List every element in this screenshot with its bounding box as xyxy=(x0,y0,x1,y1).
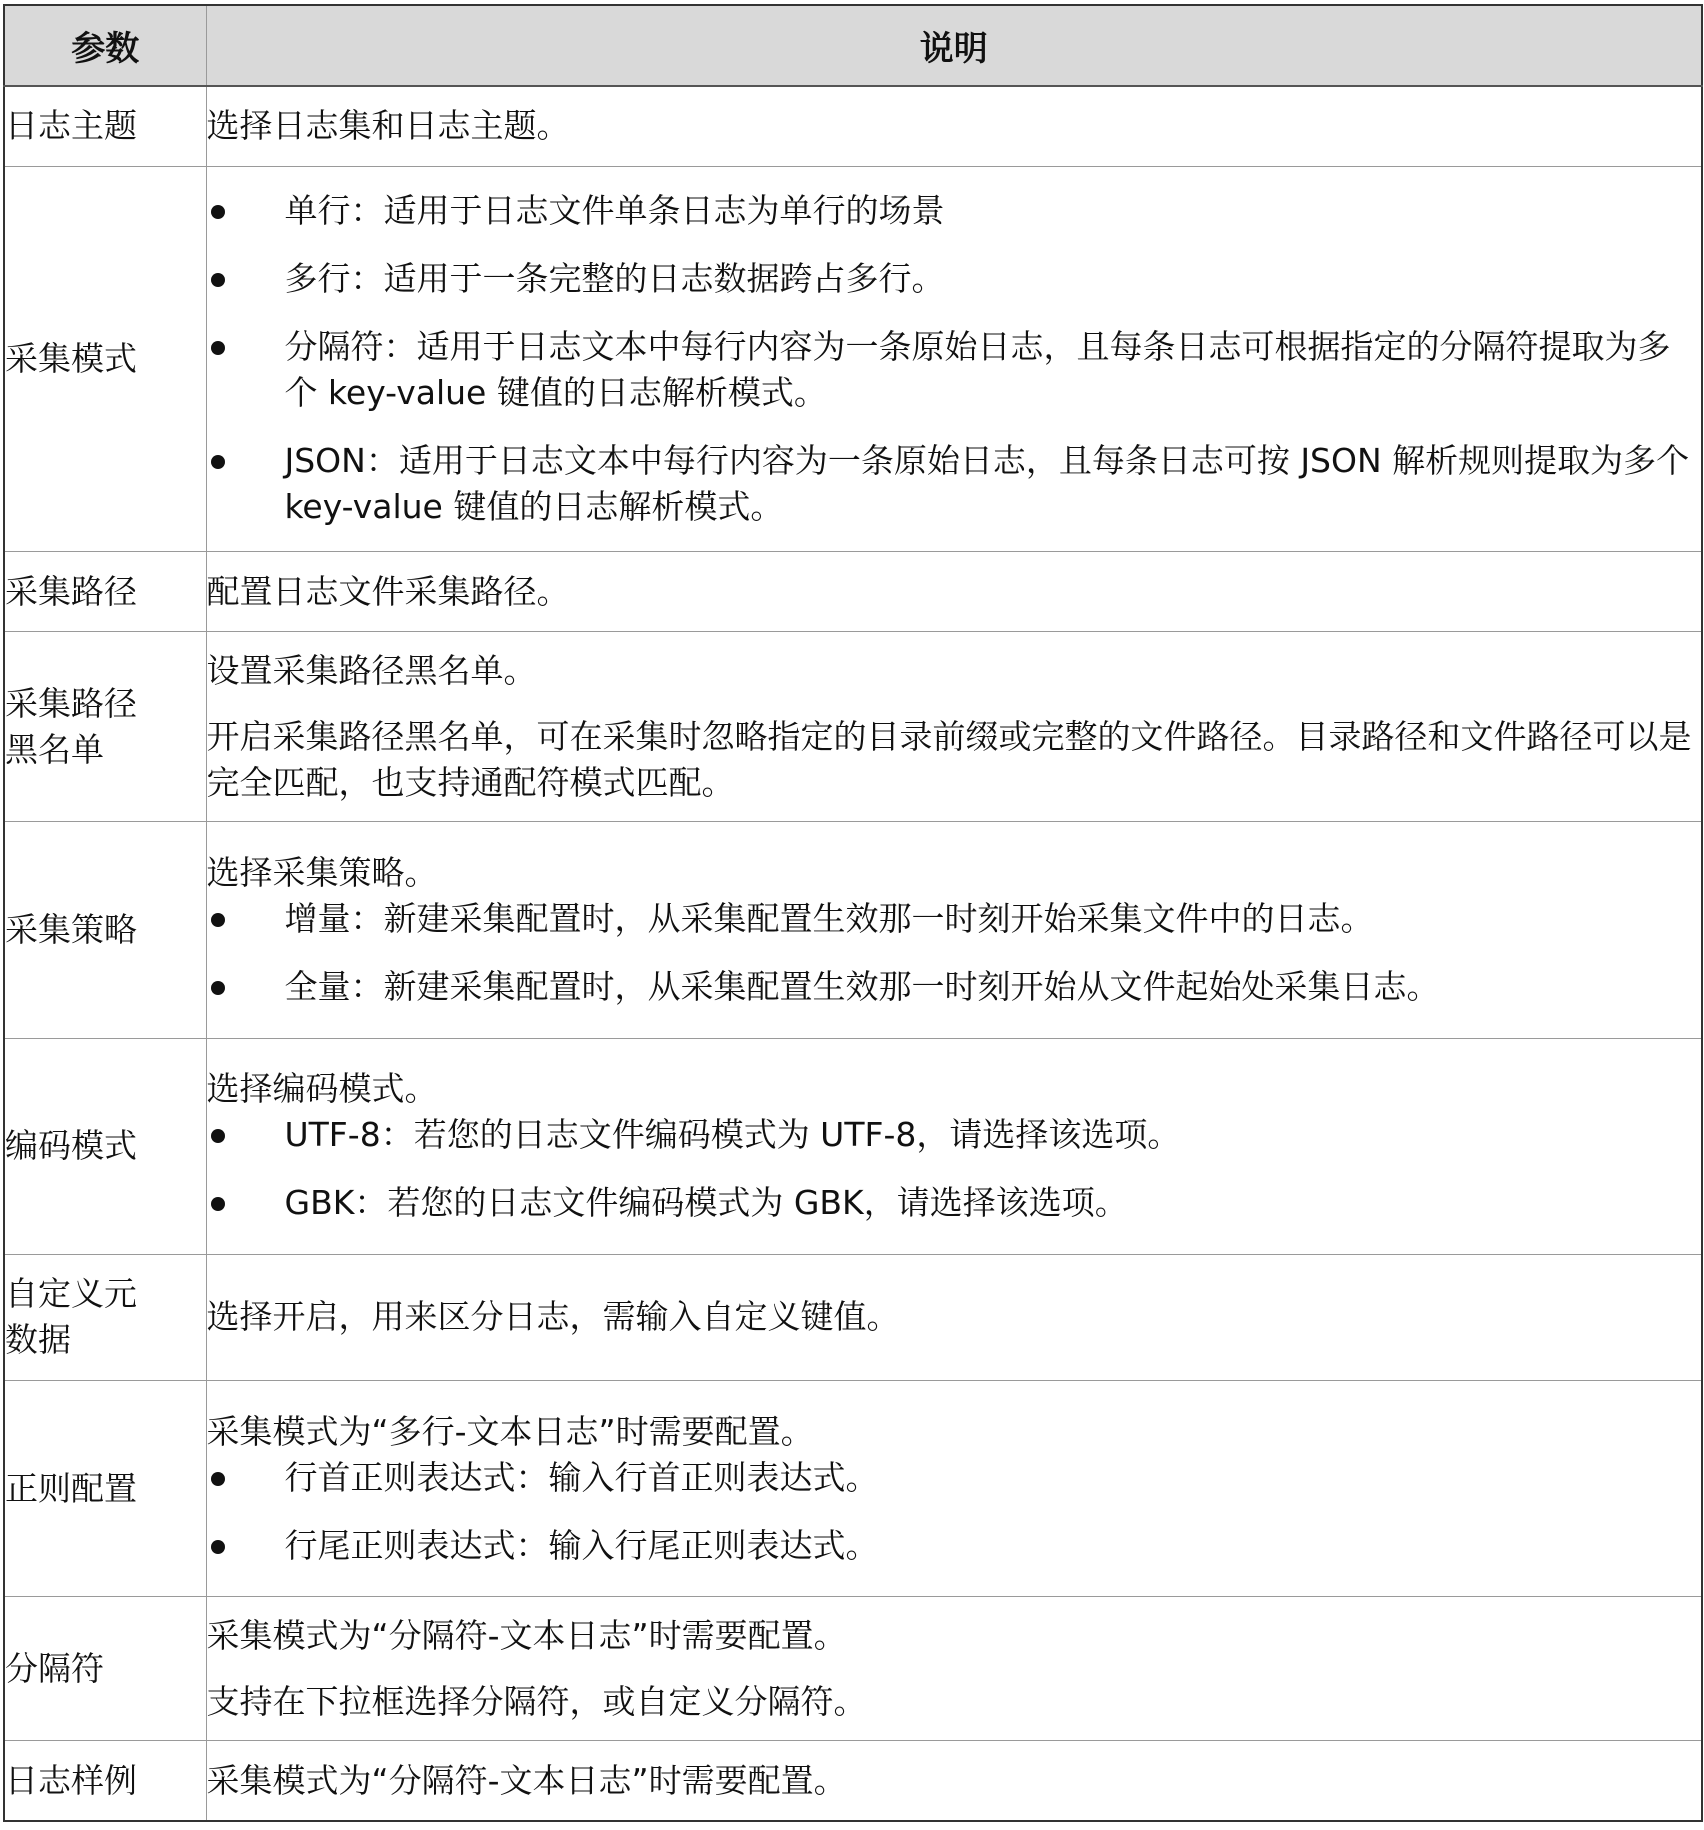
table-row xyxy=(4,166,1702,551)
param-desc-cell xyxy=(206,86,1702,166)
param-name-cell xyxy=(4,86,206,166)
table-row xyxy=(4,1741,1702,1821)
param-desc-cell xyxy=(206,822,1702,1038)
bullet-item: 行首正则表达式：输入行首正则表达式。 xyxy=(207,1455,1702,1501)
table-row xyxy=(4,1597,1702,1741)
param-name-cell xyxy=(4,1254,206,1380)
table-body xyxy=(4,86,1702,1821)
column-header-param: 参数 xyxy=(4,5,206,86)
desc-paragraph: 支持在下拉框选择分隔符，或自定义分隔符。 xyxy=(206,1681,867,1721)
desc-paragraph: 选择开启，用来区分日志，需输入自定义键值。 xyxy=(206,1297,900,1337)
bullet-item: GBK：若您的日志文件编码模式为 GBK，请选择该选项。 xyxy=(207,1180,1702,1226)
bullet-item: 行尾正则表达式：输入行尾正则表达式。 xyxy=(207,1523,1702,1569)
table-row xyxy=(4,1254,1702,1380)
desc-paragraph: 采集模式为“分隔符-文本日志”时需要配置。 xyxy=(206,1615,847,1655)
param-desc-cell xyxy=(206,1597,1702,1741)
table-row xyxy=(4,1038,1702,1254)
table-row xyxy=(4,86,1702,166)
column-header-desc: 说明 xyxy=(206,5,1702,86)
table-row xyxy=(4,552,1702,632)
param-name-cell xyxy=(4,166,206,551)
param-name-cell xyxy=(4,1741,206,1821)
param-name-cell xyxy=(4,552,206,632)
bullet-item: UTF-8：若您的日志文件编码模式为 UTF-8，请选择该选项。 xyxy=(207,1112,1702,1158)
bullet-item: 单行：适用于日志文件单条日志为单行的场景 xyxy=(207,188,1702,234)
param-desc-cell xyxy=(206,632,1702,822)
table-header-row xyxy=(4,5,1702,86)
param-name: 编码模式 xyxy=(5,1126,137,1166)
param-name-cell xyxy=(4,1597,206,1741)
param-desc-cell xyxy=(206,166,1702,551)
desc-paragraph: 开启采集路径黑名单，可在采集时忽略指定的目录前缀或完整的文件路径。目录路径和文件路径可以是完全匹配，也支持通配符模式匹配。 xyxy=(206,716,1692,802)
bullet-list xyxy=(207,1112,1702,1226)
param-name: 采集模式 xyxy=(5,338,137,378)
param-desc-cell xyxy=(206,1038,1702,1254)
param-name-cell xyxy=(4,822,206,1038)
param-desc-cell xyxy=(206,1380,1702,1596)
parameter-table xyxy=(3,4,1703,1822)
desc-paragraph: 选择日志集和日志主题。 xyxy=(206,106,570,146)
param-name-cell xyxy=(4,1038,206,1254)
bullet-list xyxy=(207,896,1702,1010)
desc-paragraph: 采集模式为“多行-文本日志”时需要配置。 xyxy=(206,1411,814,1451)
bullet-item: 增量：新建采集配置时，从采集配置生效那一时刻开始采集文件中的日志。 xyxy=(207,896,1702,942)
param-desc-cell xyxy=(206,1254,1702,1380)
param-name: 分隔符 xyxy=(5,1648,104,1688)
param-desc-cell xyxy=(206,552,1702,632)
bullet-list xyxy=(207,188,1702,530)
desc-paragraph: 采集模式为“分隔符-文本日志”时需要配置。 xyxy=(206,1760,847,1800)
param-name: 自定义元数据 xyxy=(5,1274,137,1360)
desc-paragraph: 选择编码模式。 xyxy=(206,1069,438,1109)
param-name: 日志主题 xyxy=(5,106,137,146)
param-desc-cell xyxy=(206,1741,1702,1821)
param-name: 采集路径 xyxy=(5,571,137,611)
param-name: 正则配置 xyxy=(5,1468,137,1508)
desc-paragraph: 设置采集路径黑名单。 xyxy=(206,650,537,690)
param-name-cell xyxy=(4,632,206,822)
param-name: 采集策略 xyxy=(5,909,137,949)
bullet-item: 全量：新建采集配置时，从采集配置生效那一时刻开始从文件起始处采集日志。 xyxy=(207,964,1702,1010)
bullet-list xyxy=(207,1455,1702,1569)
param-name: 日志样例 xyxy=(5,1760,137,1800)
table-row xyxy=(4,822,1702,1038)
param-name: 采集路径黑名单 xyxy=(5,683,137,769)
desc-paragraph: 配置日志文件采集路径。 xyxy=(206,571,570,611)
bullet-item: 分隔符：适用于日志文本中每行内容为一条原始日志，且每条日志可根据指定的分隔符提取为多个 key-value 键值的日志解析模式。 xyxy=(207,324,1702,416)
bullet-item: 多行：适用于一条完整的日志数据跨占多行。 xyxy=(207,256,1702,302)
desc-paragraph: 选择采集策略。 xyxy=(206,852,438,892)
table-row xyxy=(4,1380,1702,1596)
table-row xyxy=(4,632,1702,822)
param-name-cell xyxy=(4,1380,206,1596)
bullet-item: JSON：适用于日志文本中每行内容为一条原始日志，且每条日志可按 JSON 解析规则提取为多个 key-value 键值的日志解析模式。 xyxy=(207,438,1702,530)
